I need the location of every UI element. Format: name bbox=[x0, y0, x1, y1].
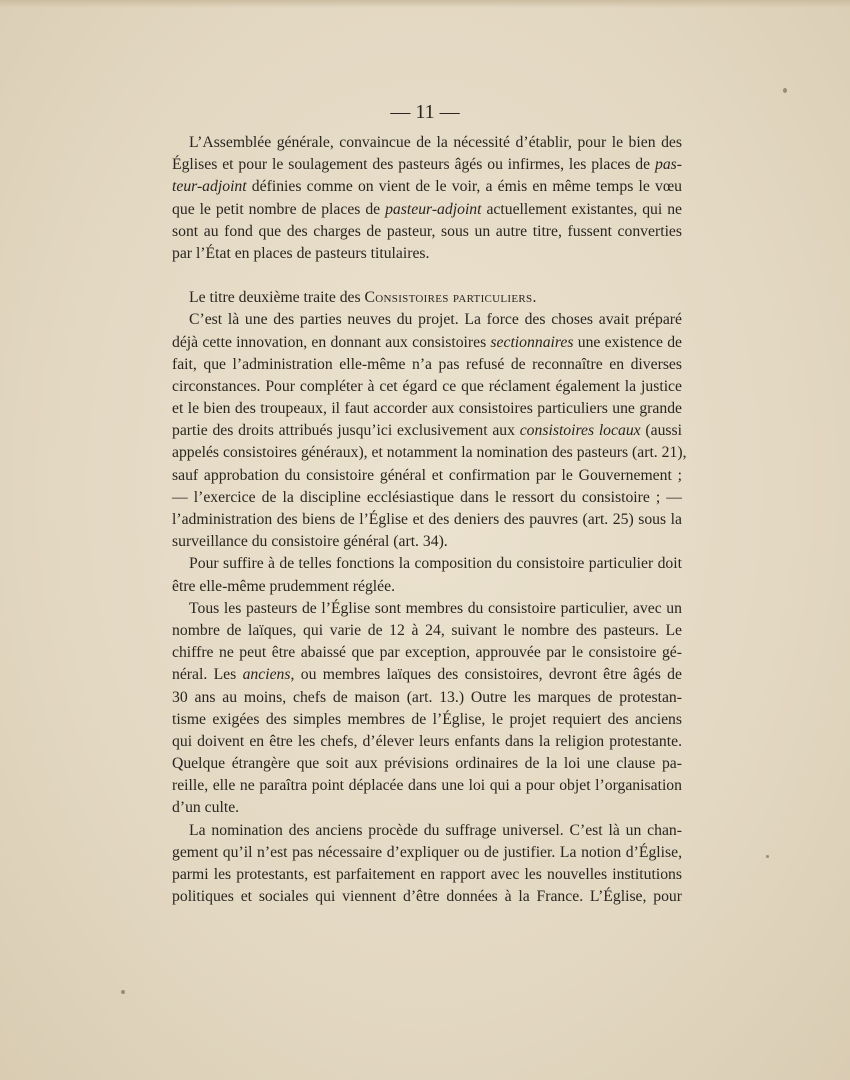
text-line bbox=[172, 287, 682, 309]
text-run: et le bien des troupeaux, il faut accorder aux consistoires particuliers une grande bbox=[172, 400, 682, 418]
text-run: La nomination des anciens procède du suffrage universel. C’est là un chan- bbox=[189, 821, 682, 839]
text-run: nombre de laïques, qui varie de 12 à 24, suivant le nombre des pasteurs. Le bbox=[172, 621, 682, 639]
text-run: fait, que l’administration elle-même n’a pas refusé de reconnaître en diverses bbox=[172, 355, 682, 373]
paragraph-gap bbox=[172, 265, 682, 287]
text-line bbox=[172, 886, 682, 908]
paragraph-titre-deuxieme bbox=[172, 287, 682, 309]
text-run: l’administration des biens de l’Église et des deniers des pauvres (art. 25) sous la bbox=[172, 511, 682, 528]
text-line bbox=[172, 553, 682, 575]
text-line bbox=[172, 775, 682, 797]
text-line bbox=[172, 620, 682, 642]
text-run: d’un culte. bbox=[172, 799, 240, 817]
text-run: une existence de bbox=[573, 333, 682, 351]
text-run: , ou membres laïques des consistoires, devront être âgés de bbox=[290, 666, 682, 684]
italic-term: anciens bbox=[242, 666, 291, 684]
italic-term: sectionnaires bbox=[490, 333, 574, 351]
text-run: — l’exercice de la discipline ecclésiastique dans le ressort du consistoire ; — bbox=[172, 488, 682, 506]
text-line bbox=[172, 199, 682, 221]
small-caps-heading: Consistoires particuliers bbox=[364, 289, 533, 307]
text-run: être elle-même prudemment réglée. bbox=[172, 577, 395, 595]
text-run: Le titre deuxième traite des bbox=[189, 289, 365, 307]
text-run: politiques et sociales qui viennent d’être données à la France. L’Église, pour bbox=[172, 888, 682, 906]
text-run: surveillance du consistoire général (art. 34). bbox=[172, 533, 448, 551]
paper-speck bbox=[783, 88, 787, 93]
text-line bbox=[172, 642, 682, 664]
text-run: déjà cette innovation, en donnant aux consistoires bbox=[172, 333, 491, 351]
italic-term: pas- bbox=[654, 156, 682, 174]
body-text bbox=[172, 132, 687, 908]
paragraph-nomination bbox=[172, 820, 682, 909]
text-line bbox=[172, 753, 682, 775]
text-line bbox=[172, 709, 682, 731]
text-line bbox=[172, 687, 682, 709]
text-line bbox=[172, 664, 682, 686]
paper-speck bbox=[766, 855, 769, 858]
text-run: Quelque étrangère que soit aux prévisions ordinaires de la loi une clause pa- bbox=[172, 755, 682, 773]
text-run: qui doivent en être les chefs, d’élever leurs enfants dans la religion protestante. bbox=[172, 732, 682, 750]
text-run: sauf approbation du consistoire général et confirmation par le Gouvernement ; bbox=[172, 466, 682, 484]
text-run: Tous les pasteurs de l’Église sont membres du consistoire particulier, avec un bbox=[189, 599, 682, 617]
text-run: néral. Les bbox=[172, 666, 243, 684]
page-number: — 11 — bbox=[390, 101, 460, 123]
italic-term: teur-adjoint bbox=[172, 178, 247, 196]
paragraph-suffire bbox=[172, 553, 682, 597]
text-run: Pour suffire à de telles fonctions la composition du consistoire particulier doit bbox=[189, 555, 682, 573]
text-run: par l’État en places de pasteurs titulaires. bbox=[172, 244, 430, 262]
text-run: (aussi bbox=[640, 422, 682, 440]
page-top-edge bbox=[0, 0, 850, 8]
text-run: C’est là une des parties neuves du projet. La force des choses avait préparé bbox=[189, 311, 682, 329]
text-line bbox=[172, 531, 682, 553]
text-run: circonstances. Pour compléter à cet égard ce que réclament également la justice bbox=[172, 377, 682, 395]
text-line bbox=[172, 731, 682, 753]
text-line bbox=[172, 509, 682, 531]
text-line bbox=[172, 354, 682, 376]
text-run: parmi les protestants, est parfaitement en rapport avec les nouvelles institutions bbox=[172, 866, 682, 883]
text-run: . bbox=[532, 289, 537, 307]
text-run: 30 ans au moins, chefs de maison (art. 13.) Outre les marques de protestan- bbox=[172, 688, 682, 706]
paragraph-parties-neuves bbox=[172, 309, 687, 553]
text-line bbox=[172, 842, 682, 864]
text-line bbox=[172, 221, 682, 243]
text-line bbox=[172, 797, 682, 819]
text-run: que le petit nombre de places de bbox=[172, 200, 386, 218]
text-run: partie des droits attribués jusqu’ici exclusivement aux bbox=[172, 422, 520, 440]
text-line bbox=[172, 243, 682, 265]
text-line bbox=[172, 176, 682, 198]
text-line bbox=[172, 376, 682, 398]
paragraph-assemblee bbox=[172, 132, 682, 265]
text-line bbox=[172, 487, 682, 509]
text-line bbox=[172, 442, 687, 464]
text-line bbox=[172, 420, 682, 442]
text-line bbox=[172, 309, 682, 331]
text-run: définies comme on vient de le voir, a émis en même temps le vœu bbox=[246, 178, 682, 196]
text-run: tisme exigées des simples membres de l’Église, le projet requiert des anciens bbox=[172, 710, 682, 728]
text-run: chiffre ne peut être abaissé que par exception, approuvée par le consistoire gé- bbox=[172, 644, 682, 662]
text-run: appelés consistoires généraux), et notamment la nomination des pasteurs (art. 21), bbox=[172, 444, 687, 462]
text-line bbox=[172, 398, 682, 420]
text-line bbox=[172, 576, 682, 598]
text-line bbox=[172, 598, 682, 620]
text-run: actuellement existantes, qui ne bbox=[481, 200, 682, 218]
paper-speck bbox=[121, 990, 125, 994]
text-run: gement qu’il n’est pas nécessaire d’expliquer ou de justifier. La notion d’Église, bbox=[172, 843, 682, 861]
text-run: reille, elle ne paraîtra point déplacée dans une loi qui a pour objet l’organisation bbox=[172, 777, 682, 795]
paragraph-pasteurs bbox=[172, 598, 682, 820]
text-run: L’Assemblée générale, convaincue de la nécessité d’établir, pour le bien des bbox=[189, 134, 682, 151]
text-line bbox=[172, 132, 682, 154]
italic-term: consistoires locaux bbox=[519, 422, 641, 440]
italic-term: pasteur-adjoint bbox=[385, 200, 482, 218]
text-line bbox=[172, 154, 682, 176]
text-run: Églises et pour le soulagement des pasteurs âgés ou infirmes, les places de bbox=[172, 156, 655, 174]
text-run: sont au fond que des charges de pasteur, sous un autre titre, fussent converties bbox=[172, 222, 682, 240]
text-line bbox=[172, 864, 682, 886]
text-line bbox=[172, 465, 682, 487]
text-line bbox=[172, 820, 682, 842]
text-line bbox=[172, 332, 682, 354]
